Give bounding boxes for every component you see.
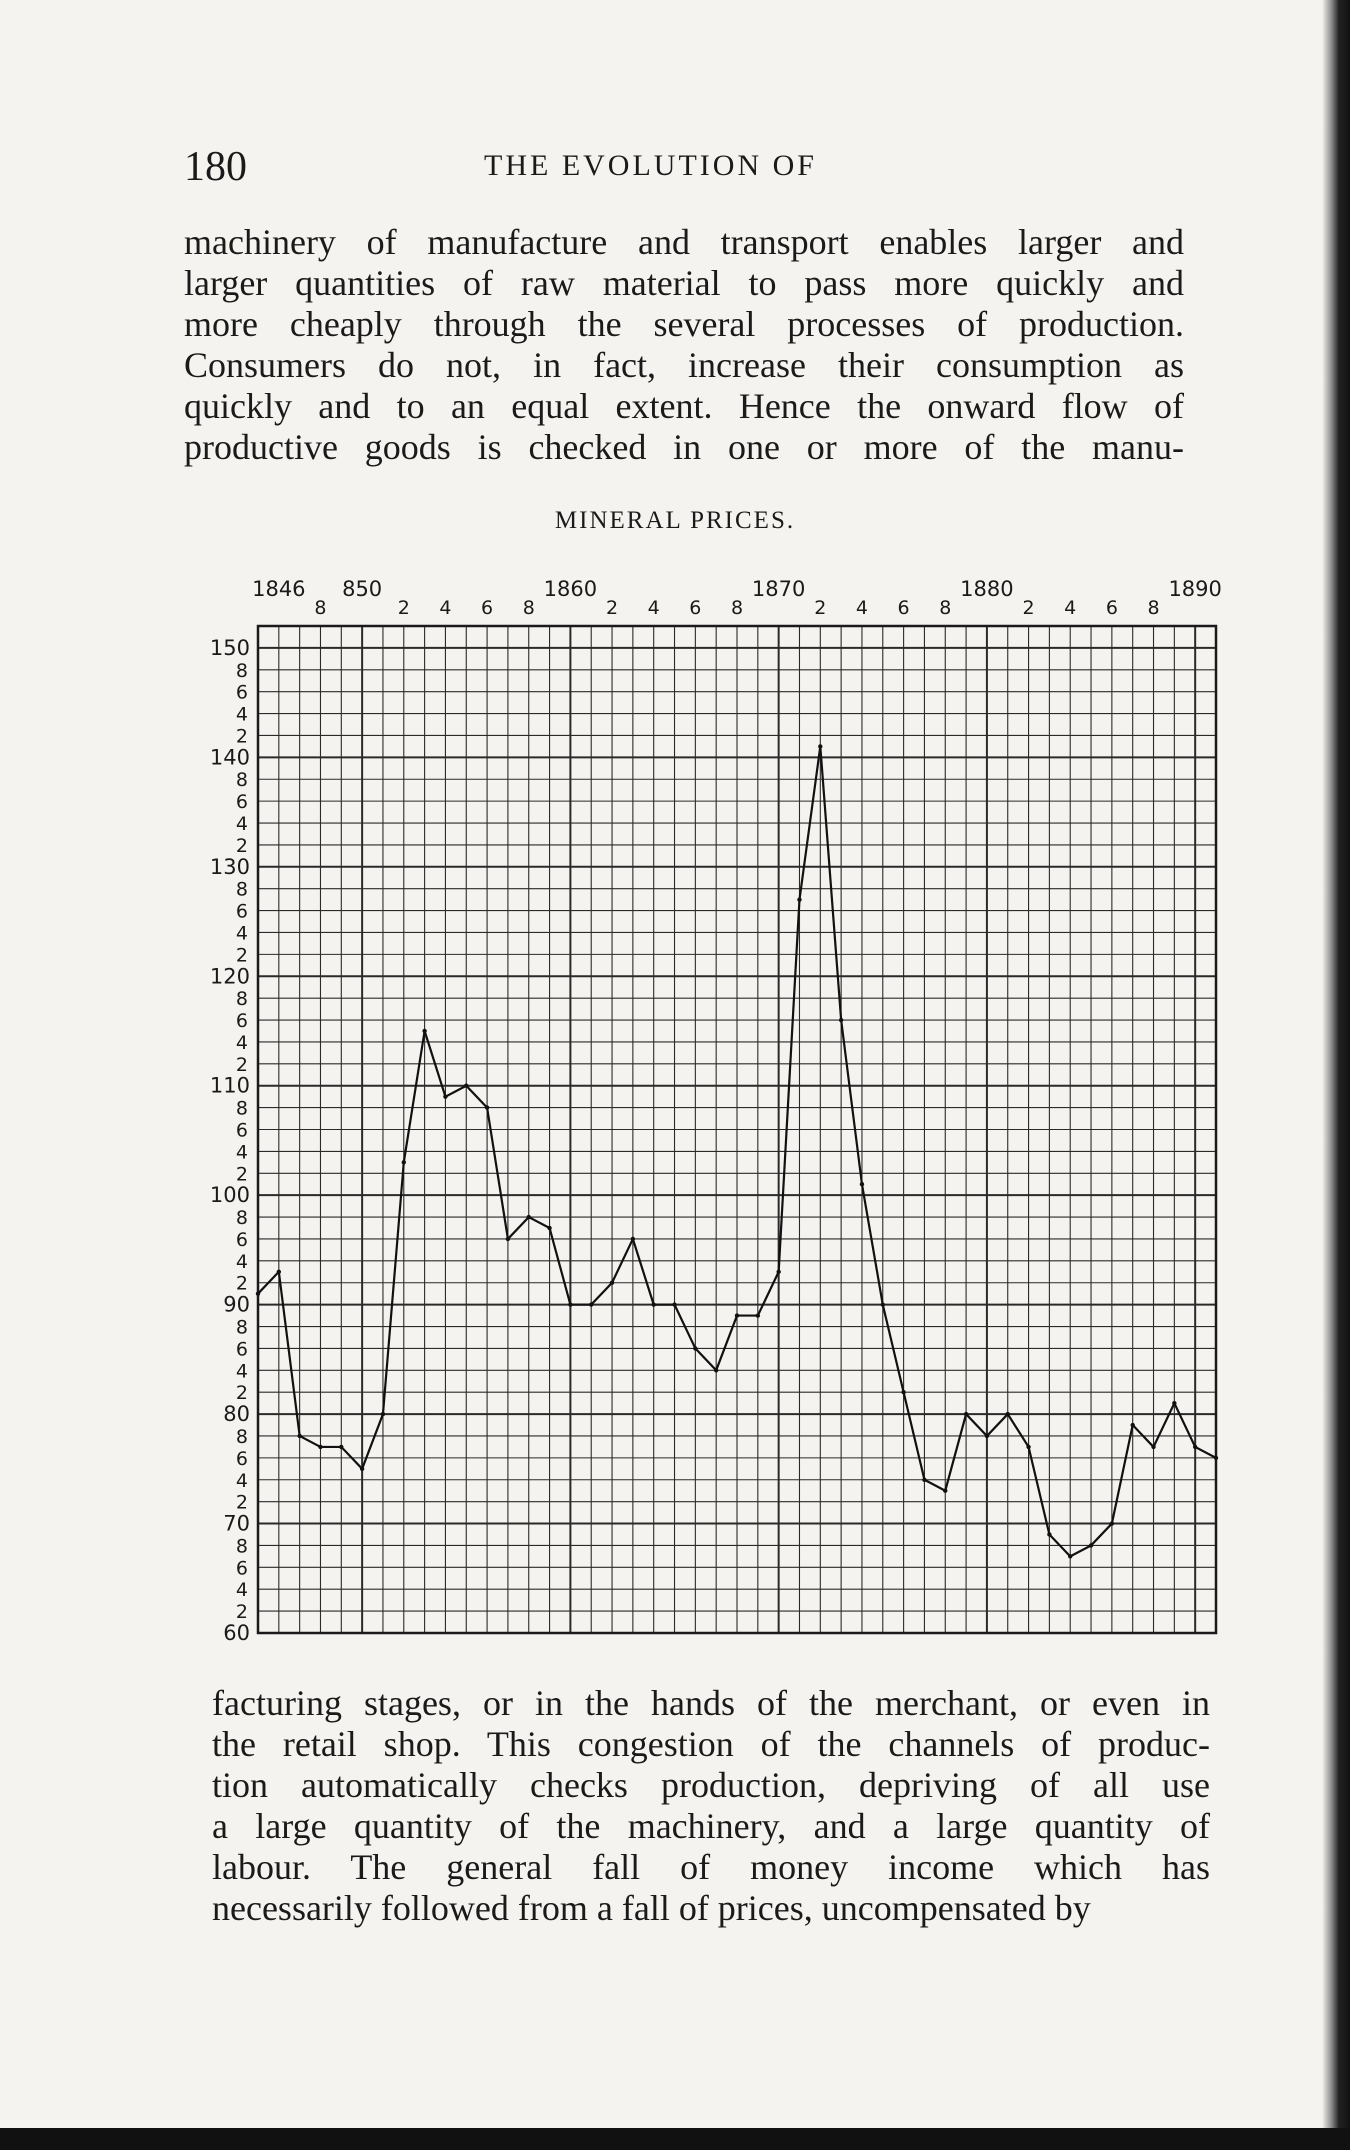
paragraph-bottom (212, 1683, 1210, 1929)
y-tick-label: 2 (235, 834, 248, 857)
y-tick-label: 120 (209, 964, 250, 989)
y-tick-label: 4 (235, 1360, 248, 1383)
data-point (631, 1237, 635, 1241)
x-tick-label: 2 (1022, 597, 1035, 619)
x-tick-label: 8 (1147, 597, 1160, 619)
data-point (672, 1302, 676, 1306)
data-point (901, 1390, 905, 1394)
x-tick-label: 4 (855, 597, 869, 619)
y-tick-label: 6 (235, 791, 248, 814)
data-point (422, 1029, 426, 1033)
data-point (1172, 1401, 1176, 1405)
text-line: the retail shop. This congestion of the channels of produc- (212, 1724, 1210, 1764)
y-tick-label: 130 (209, 854, 250, 879)
data-point (797, 897, 801, 901)
data-point (860, 1182, 864, 1186)
y-tick-label: 4 (235, 1469, 248, 1492)
x-tick-label: 2 (605, 597, 619, 619)
x-tick-label: 8 (730, 597, 744, 619)
y-tick-label: 8 (235, 1535, 248, 1558)
text-line: machinery of manufacture and transport enables larger and (184, 222, 1184, 262)
y-tick-label: 6 (235, 681, 248, 704)
y-tick-label: 4 (235, 1141, 248, 1164)
y-tick-label: 2 (235, 725, 248, 748)
data-point (735, 1313, 739, 1317)
x-tick-label: 1860 (543, 577, 598, 601)
data-point (651, 1302, 655, 1306)
data-point (277, 1270, 281, 1274)
data-point (776, 1270, 780, 1274)
x-tick-label: 8 (939, 597, 952, 619)
x-tick-label: 2 (814, 597, 827, 619)
y-tick-label: 8 (235, 988, 248, 1011)
data-point (714, 1368, 718, 1372)
text-line: quickly and to an equal extent. Hence the onward flow of (184, 386, 1184, 426)
text-line: a large quantity of the machinery, and a large quantity of (212, 1806, 1210, 1846)
data-point (964, 1412, 968, 1416)
x-tick-label: 8 (522, 597, 535, 619)
text-line: more cheaply through the several processes of production. (184, 304, 1184, 344)
x-tick-label: 1880 (960, 577, 1014, 601)
y-tick-label: 2 (235, 1272, 248, 1295)
data-point (985, 1434, 989, 1438)
data-point (464, 1084, 468, 1088)
page-number: 180 (184, 144, 247, 190)
x-tick-label: 1846 (252, 577, 306, 601)
y-tick-label: 6 (235, 900, 248, 923)
y-tick-label: 8 (235, 878, 248, 901)
data-point (443, 1094, 447, 1098)
data-point (839, 1018, 843, 1022)
y-tick-label: 140 (209, 745, 250, 770)
x-tick-label: 4 (647, 597, 660, 619)
y-tick-label: 8 (235, 769, 248, 792)
y-tick-label: 2 (235, 1163, 248, 1186)
y-tick-label: 60 (223, 1621, 250, 1645)
y-tick-label: 70 (223, 1511, 250, 1536)
text-line: productive goods is checked in one or more of the manu- (184, 427, 1184, 467)
y-tick-label: 8 (235, 1207, 248, 1230)
y-tick-label: 100 (209, 1183, 250, 1208)
data-point (318, 1445, 322, 1449)
y-tick-label: 80 (223, 1402, 250, 1427)
x-tick-label: 6 (481, 597, 494, 619)
data-point (568, 1302, 572, 1306)
y-tick-label: 6 (235, 1228, 248, 1251)
paragraph-top (184, 222, 1184, 468)
y-tick-label: 4 (235, 1579, 248, 1602)
data-point (818, 744, 822, 748)
data-point (1214, 1456, 1218, 1460)
y-tick-label: 4 (235, 1250, 248, 1273)
text-line: labour. The general fall of money income which has (212, 1847, 1210, 1887)
y-tick-label: 4 (235, 1031, 248, 1054)
chart-grid (258, 626, 1216, 1633)
data-point (360, 1467, 364, 1471)
text-line: larger quantities of raw material to pass more quickly and (184, 263, 1184, 303)
y-tick-label: 8 (235, 659, 248, 682)
text-line: facturing stages, or in the hands of the merchant, or even in (212, 1683, 1210, 1723)
x-tick-label: 6 (1105, 597, 1118, 619)
data-point (506, 1237, 510, 1241)
x-tick-label: 850 (342, 577, 383, 601)
figure-caption: MINERAL PRICES. (554, 507, 796, 534)
y-tick-label: 2 (235, 1382, 248, 1405)
data-point (1047, 1532, 1051, 1536)
y-tick-label: 110 (209, 1073, 250, 1098)
x-tick-label: 4 (1064, 597, 1077, 619)
data-point (1193, 1445, 1197, 1449)
y-tick-label: 150 (209, 635, 250, 660)
data-point (527, 1215, 531, 1219)
data-point (547, 1226, 551, 1230)
x-tick-label: 1870 (751, 577, 806, 601)
y-tick-label: 6 (235, 1338, 248, 1361)
data-point (756, 1313, 760, 1317)
text-line: necessarily followed from a fall of prices, uncompensated by (212, 1888, 1091, 1928)
data-point (881, 1302, 885, 1306)
y-tick-label: 6 (235, 1557, 248, 1580)
y-tick-label: 2 (235, 1053, 248, 1076)
mineral-prices-chart (0, 560, 1350, 1660)
data-point (256, 1291, 260, 1295)
data-point (1110, 1521, 1114, 1525)
data-point (922, 1478, 926, 1482)
y-tick-label: 8 (235, 1425, 248, 1448)
y-tick-label: 4 (235, 703, 248, 726)
data-point (693, 1346, 697, 1350)
y-tick-label: 6 (235, 1119, 248, 1142)
y-tick-label: 8 (235, 1097, 248, 1120)
x-tick-label: 2 (397, 597, 410, 619)
page-bottom-edge (0, 2128, 1350, 2150)
data-point (1151, 1445, 1155, 1449)
running-head (184, 143, 1184, 193)
data-point (589, 1302, 593, 1306)
text-line: tion automatically checks production, depriving of all use (212, 1765, 1210, 1805)
y-tick-label: 4 (235, 922, 248, 945)
y-tick-label: 2 (235, 944, 248, 967)
data-point (610, 1281, 614, 1285)
y-tick-label: 8 (235, 1316, 248, 1339)
y-tick-label: 2 (235, 1601, 248, 1624)
data-point (1068, 1554, 1072, 1558)
y-tick-label: 2 (235, 1491, 248, 1514)
data-point (943, 1489, 947, 1493)
y-tick-label: 6 (235, 1447, 248, 1470)
data-point (485, 1105, 489, 1109)
data-point (339, 1445, 343, 1449)
x-tick-label: 8 (314, 597, 327, 619)
x-tick-label: 1890 (1168, 577, 1222, 601)
y-tick-label: 4 (235, 813, 248, 836)
data-point (1130, 1423, 1134, 1427)
data-point (402, 1160, 406, 1164)
running-head-title: THE EVOLUTION OF (484, 149, 817, 182)
text-line: Consumers do not, in fact, increase their consumption as (184, 345, 1184, 385)
data-point (1026, 1445, 1030, 1449)
x-tick-label: 4 (439, 597, 452, 619)
x-tick-label: 6 (897, 597, 910, 619)
data-point (381, 1412, 385, 1416)
data-point (297, 1434, 301, 1438)
x-tick-label: 6 (689, 597, 702, 619)
data-point (1006, 1412, 1010, 1416)
y-tick-label: 90 (223, 1292, 250, 1317)
data-point (1089, 1543, 1093, 1547)
y-tick-label: 6 (235, 1010, 248, 1033)
